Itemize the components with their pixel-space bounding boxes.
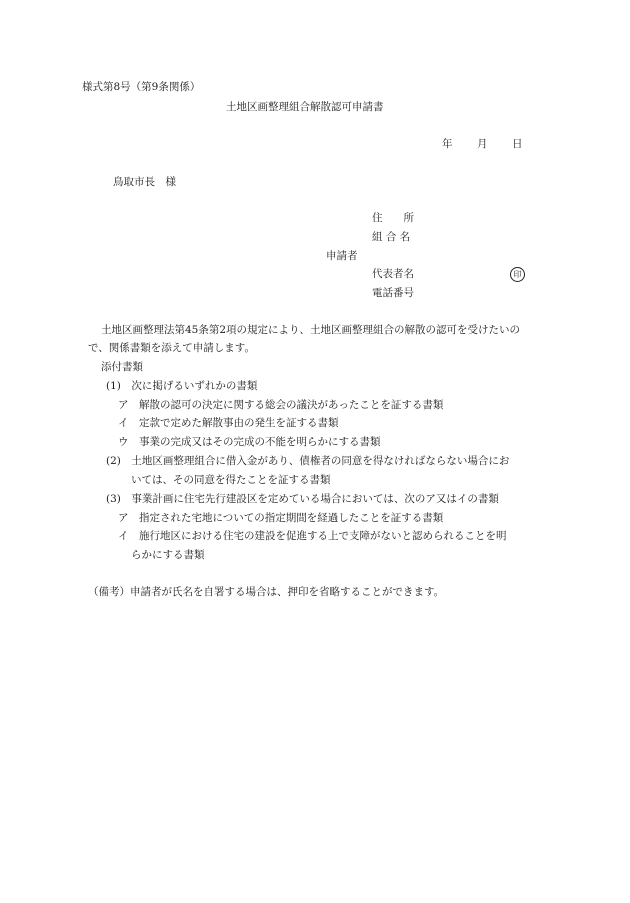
phone-label: 電話番号 xyxy=(372,287,414,299)
form-number: 様式第8号（第9条関係） xyxy=(82,81,201,93)
attachments-heading: 添付書類 xyxy=(101,361,143,373)
attachment-item-1-a: ア 解散の認可の決定に関する総会の議決があったことを証する書類 xyxy=(118,399,444,411)
attachment-item-1-u: ウ 事業の完成又はその完成の不能を明らかにする書類 xyxy=(118,436,381,448)
date-year: 年 xyxy=(442,138,453,150)
document-title: 土地区画整理組合解散認可申請書 xyxy=(226,101,384,113)
addressee: 鳥取市長 様 xyxy=(113,176,176,188)
body-line-2: で、関係書類を添えて申請します。 xyxy=(88,342,255,354)
body-line-1: 土地区画整理法第45条第2項の規定により、土地区画整理組合の解散の認可を受けたいの xyxy=(101,324,521,336)
attachment-item-1: (1) 次に掲げるいずれかの書類 xyxy=(106,380,258,392)
attachment-item-3-i-line-1: イ 施行地区における住宅の建設を促進する上で支障がないと認められることを明 xyxy=(118,530,507,542)
date-day: 日 xyxy=(512,138,523,150)
address-label: 住 所 xyxy=(372,212,414,224)
union-name-label: 組 合 名 xyxy=(372,231,411,243)
remarks-note: （備考）申請者が氏名を自署する場合は、押印を省略することができます。 xyxy=(88,586,445,598)
attachment-item-1-i: イ 定款で定めた解散事由の発生を証する書類 xyxy=(118,417,339,429)
attachment-item-2-line-1: (2) 土地区画整理組合に借入金があり、債権者の同意を得なければならない場合にお xyxy=(106,455,510,467)
attachment-item-3-i-line-2: らかにする書類 xyxy=(131,549,205,561)
applicant-label: 申請者 xyxy=(326,250,358,262)
seal-mark: 印 xyxy=(510,267,525,282)
date-month: 月 xyxy=(477,138,488,150)
attachment-item-3: (3) 事業計画に住宅先行建設区を定めている場合においては、次のア又はイの書類 xyxy=(106,493,499,505)
attachment-item-2-line-2: いては、その同意を得たことを証する書類 xyxy=(131,474,331,486)
attachment-item-3-a: ア 指定された宅地についての指定期間を経過したことを証する書類 xyxy=(118,512,444,524)
representative-label: 代表者名 xyxy=(372,268,414,280)
